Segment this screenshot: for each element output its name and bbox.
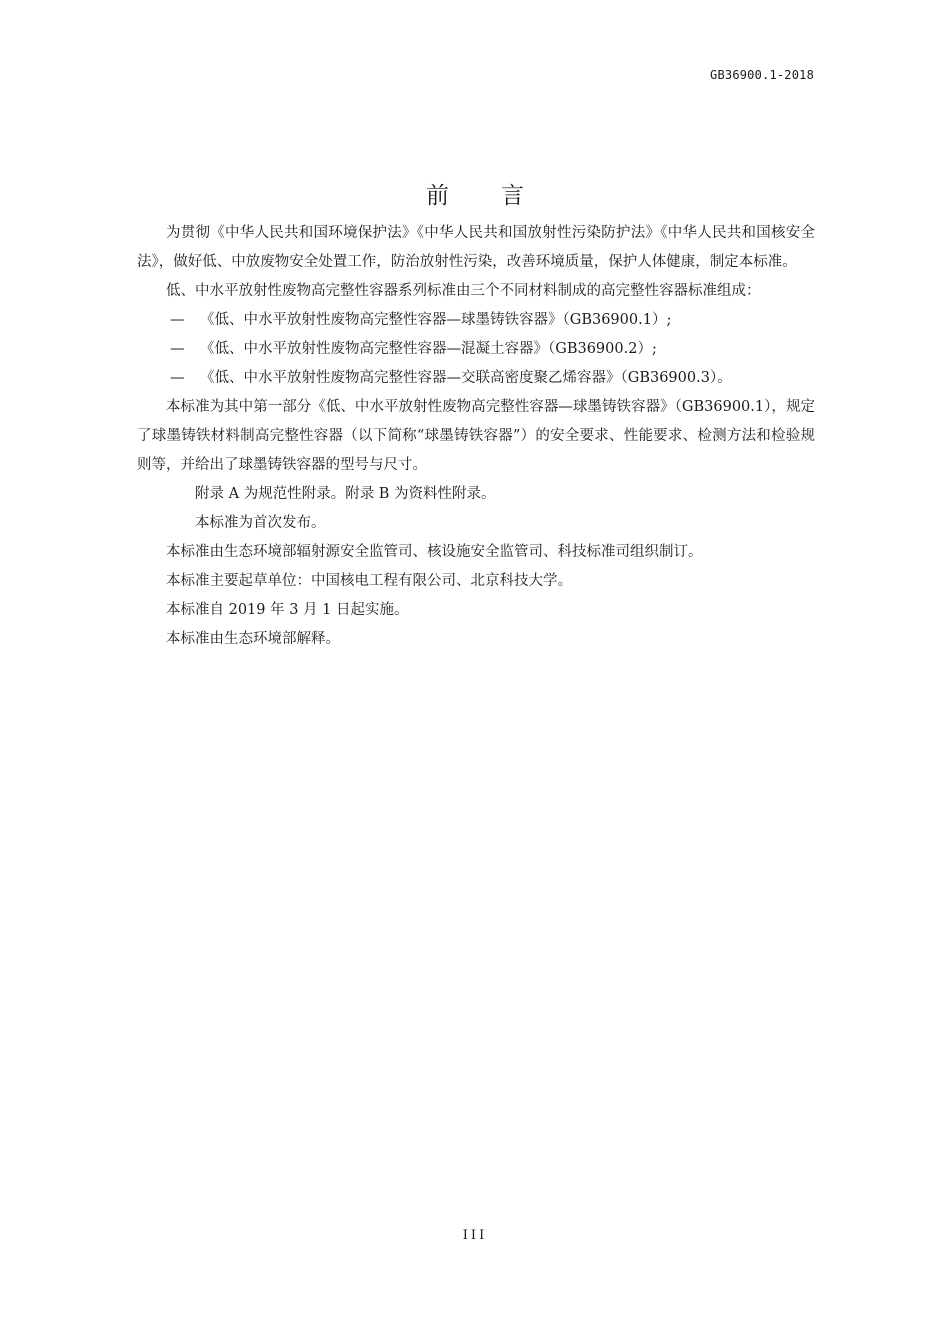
page-title: 前言 bbox=[426, 183, 576, 210]
dash-marker: — bbox=[170, 312, 185, 328]
list-item-text: 《低、中水平放射性废物高完整性容器—混凝土容器》（GB36900.2）; bbox=[200, 341, 657, 357]
list-item-text: 《低、中水平放射性废物高完整性容器—交联高密度聚乙烯容器》（GB36900.3）。 bbox=[200, 370, 732, 386]
list-item bbox=[137, 306, 815, 335]
paragraph-series-intro: 低、中水平放射性废物高完整性容器系列标准由三个不同材料制成的高完整性容器标准组成： bbox=[166, 283, 761, 299]
paragraph-scope: 本标准为其中第一部分《低、中水平放射性废物高完整性容器—球墨铸铁容器》（GB36900.1），规定了球墨铸铁材料制高完整性容器（以下简称“球墨铸铁容器”）的安全要求、性能要求、检测方法和检验规则等，并给出了球墨铸铁容器的型号与尺寸。 bbox=[137, 399, 815, 473]
paragraph-interpretation: 本标准由生态环境部解释。 bbox=[166, 631, 340, 647]
list-item-text: 《低、中水平放射性废物高完整性容器—球墨铸铁容器》（GB36900.1）; bbox=[200, 312, 672, 328]
standard-code: GB36900.1-2018 bbox=[710, 68, 814, 82]
paragraph-drafters: 本标准主要起草单位：中国核电工程有限公司、北京科技大学。 bbox=[166, 573, 572, 589]
paragraph-organizer: 本标准由生态环境部辐射源安全监管司、核设施安全监管司、科技标准司组织制订。 bbox=[166, 544, 703, 560]
standards-list bbox=[137, 306, 815, 393]
paragraph-effective-date: 本标准自 2019 年 3 月 1 日起实施。 bbox=[166, 602, 409, 618]
page-number: III bbox=[462, 1228, 488, 1243]
paragraph-annex: 附录 A 为规范性附录。附录 B 为资料性附录。 bbox=[195, 486, 496, 502]
paragraph-purpose: 为贯彻《中华人民共和国环境保护法》《中华人民共和国放射性污染防护法》《中华人民共和国核安全法》，做好低、中放废物安全处置工作，防治放射性污染，改善环境质量，保护人体健康，制定本标准。 bbox=[137, 225, 815, 270]
list-item bbox=[137, 335, 815, 364]
dash-marker: — bbox=[170, 370, 185, 386]
dash-marker: — bbox=[170, 341, 185, 357]
foreword-body bbox=[137, 219, 815, 654]
paragraph-first-release: 本标准为首次发布。 bbox=[195, 515, 326, 531]
list-item bbox=[137, 364, 815, 393]
